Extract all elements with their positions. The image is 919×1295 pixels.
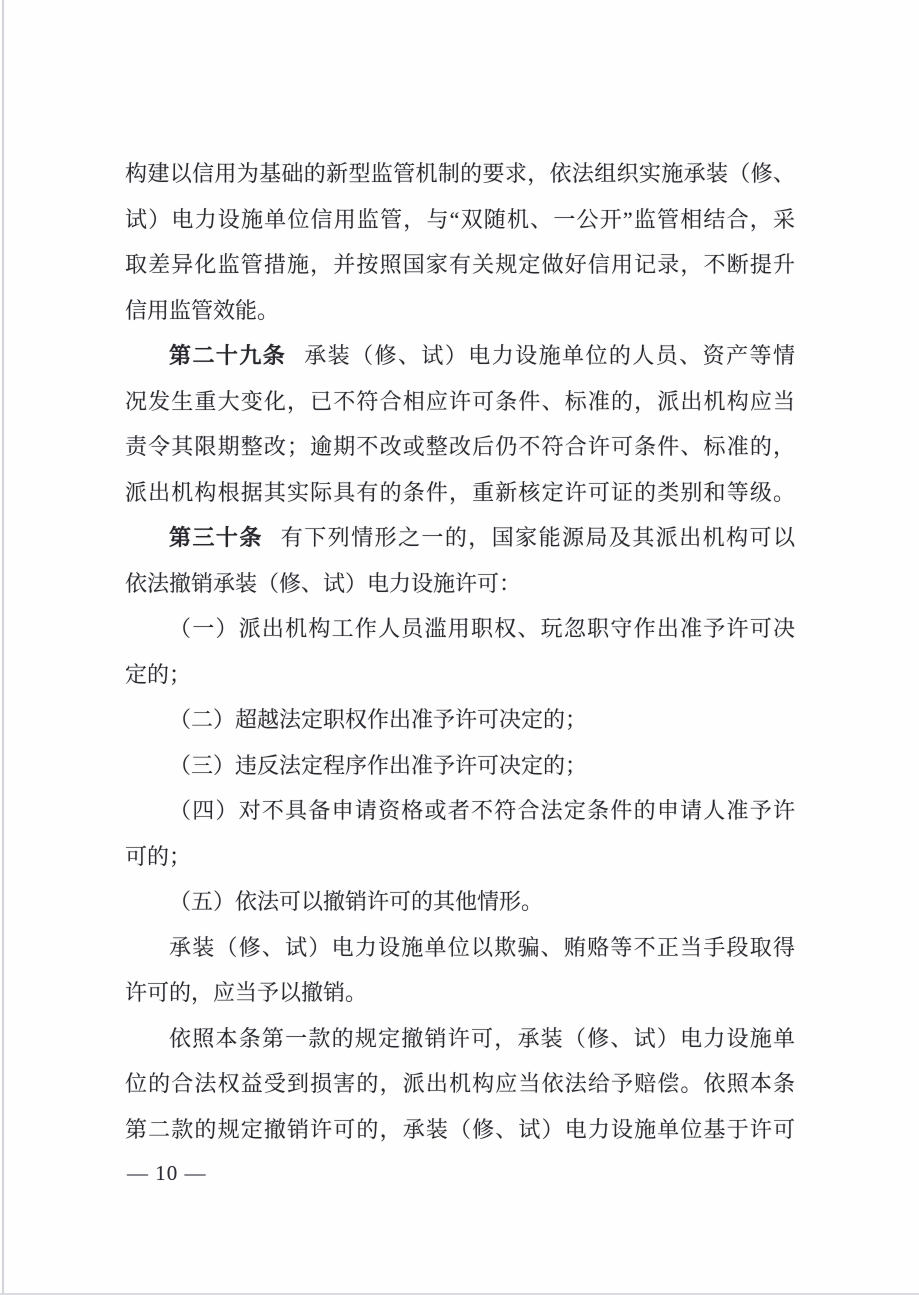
text-line: 试）电力设施单位信用监管，与“双随机、一公开”监管相结合，采 [125,206,795,232]
text-line: 许可的，应当予以撤销。 [125,980,368,1005]
text-line: 定的； [125,661,192,687]
text-line: 派出机构根据其实际具有的条件，重新核定许可证的类别和等级。 [125,479,795,505]
text-line: 责令其限期整改；逾期不改或整改后仍不符合许可条件、标准的， [125,434,795,459]
page-number: — 10 — [127,1161,207,1185]
paragraph-item-1 [125,606,795,697]
text-line: 况发生重大变化，已不符合相应许可条件、标准的，派出机构应当 [125,388,795,414]
paragraph-item-2 [125,697,795,743]
document-body-text [125,151,795,1152]
text-line: 信用监管效能。 [125,297,280,323]
paragraph-article-29 [125,333,795,515]
text-line: 依照本条第一款的规定撤销许可，承装（修、试）电力设施单 [169,1025,795,1051]
text-line: 构建以信用为基础的新型监管机制的要求，依法组织实施承装（修、 [125,161,795,186]
text-line: 可的； [125,843,192,869]
text-line [125,333,795,379]
text-line: 位的合法权益受到损害的，派出机构应当依法给予赔偿。依照本条 [125,1071,795,1096]
paragraph-item-4 [125,788,795,879]
paragraph-item-3 [125,743,795,789]
page-left-edge-line [2,0,4,1295]
article-number-30: 第三十条 [169,525,263,550]
paragraph-article-30 [125,515,795,606]
text-line: 取差异化监管措施，并按照国家有关规定做好信用记录，不断提升 [125,252,795,277]
text-line: 第二款的规定撤销许可的，承装（修、试）电力设施单位基于许可 [125,1116,795,1142]
paragraph-credit-supervision [125,151,795,333]
text-line: （三）违反法定程序作出准予许可决定的； [169,752,588,778]
paragraph-compensation [125,1016,795,1153]
article-number-29: 第二十九条 [169,343,287,368]
text-line-segment: 有下列情形之一的，国家能源局及其派出机构可以 [280,525,795,550]
text-line: （二）超越法定职权作出准予许可决定的； [169,707,588,732]
text-line: 承装（修、试）电力设施单位以欺骗、贿赂等不正当手段取得 [169,934,795,960]
text-line-segment: 承装（修、试）电力设施单位的人员、资产等情 [304,343,795,368]
text-line [125,515,795,561]
paragraph-item-5 [125,879,795,925]
paragraph-fraud-revocation [125,925,795,1016]
text-line: （五）依法可以撤销许可的其他情形。 [169,889,544,914]
text-line: 依法撤销承装（修、试）电力设施许可： [125,570,522,596]
text-line: （四）对不具备申请资格或者不符合法定条件的申请人准予许 [169,798,795,823]
text-line: （一）派出机构工作人员滥用职权、玩忽职守作出准予许可决 [169,616,795,641]
